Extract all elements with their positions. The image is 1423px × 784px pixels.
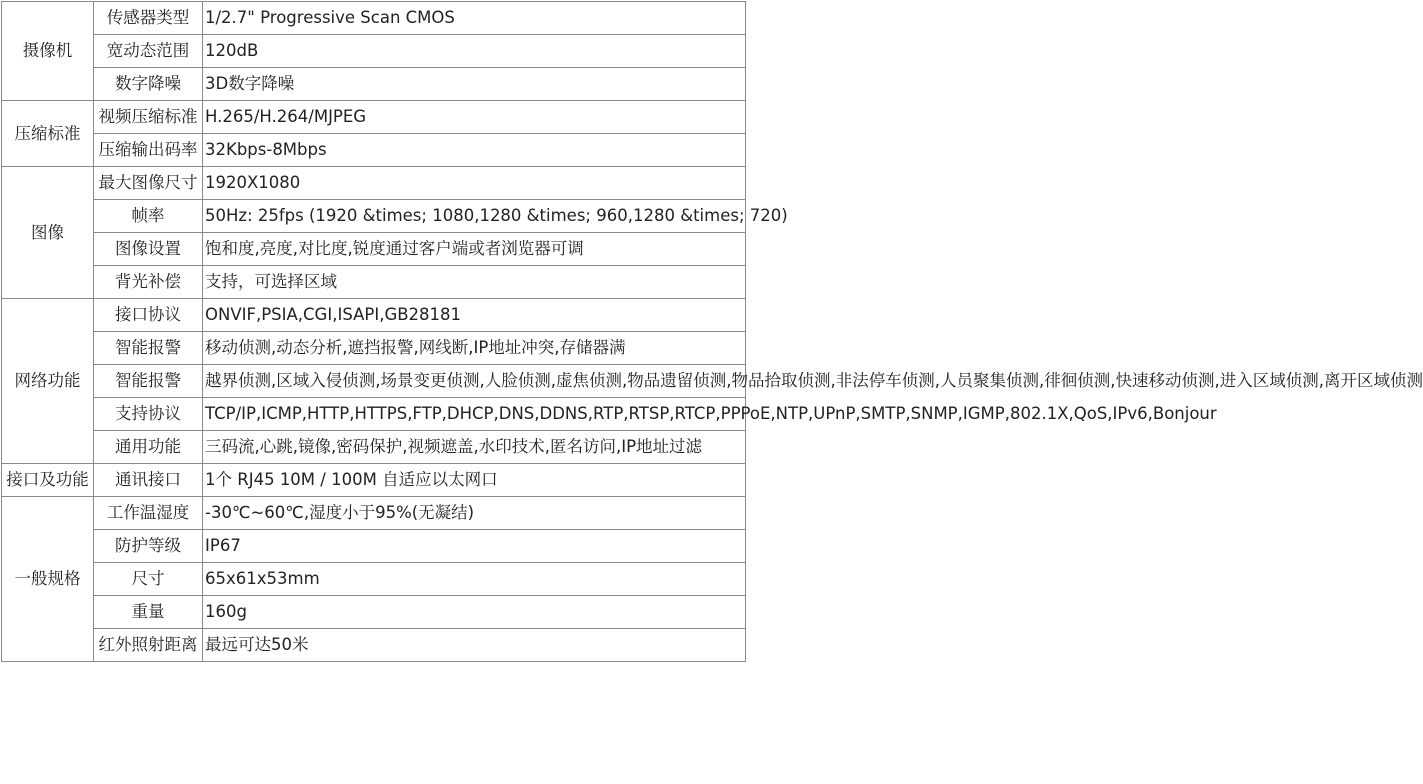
- spec-value: TCP/IP,ICMP,HTTP,HTTPS,FTP,DHCP,DNS,DDNS,RTP,RTSP,RTCP,PPPoE,NTP,UPnP,SMTP,SNMP,IGMP,802.1X,QoS,IPv6,Bonjour: [203, 398, 746, 431]
- spec-label: 支持协议: [94, 398, 203, 431]
- category-camera: 摄像机: [2, 2, 94, 101]
- spec-label: 帧率: [94, 200, 203, 233]
- spec-label: 重量: [94, 596, 203, 629]
- spec-value: 1/2.7" Progressive Scan CMOS: [203, 2, 746, 35]
- spec-value: 越界侦测,区域入侵侦测,场景变更侦测,人脸侦测,虚焦侦测,物品遗留侦测,物品拾取侦测,非法停车侦测,人员聚集侦测,徘徊侦测,快速移动侦测,进入区域侦测,离开区域侦测: [203, 365, 746, 398]
- spec-label: 背光补偿: [94, 266, 203, 299]
- table-row: [2, 530, 746, 563]
- table-row: [2, 233, 746, 266]
- spec-value: 32Kbps-8Mbps: [203, 134, 746, 167]
- table-row: [2, 497, 746, 530]
- table-row: [2, 68, 746, 101]
- spec-label: 通用功能: [94, 431, 203, 464]
- spec-value: 1个 RJ45 10M / 100M 自适应以太网口: [203, 464, 746, 497]
- spec-value: ONVIF,PSIA,CGI,ISAPI,GB28181: [203, 299, 746, 332]
- table-row: [2, 35, 746, 68]
- table-row: [2, 2, 746, 35]
- category-general: 一般规格: [2, 497, 94, 662]
- spec-label: 图像设置: [94, 233, 203, 266]
- spec-label: 视频压缩标准: [94, 101, 203, 134]
- table-row: [2, 332, 746, 365]
- spec-value: 最远可达50米: [203, 629, 746, 662]
- spec-label: 数字降噪: [94, 68, 203, 101]
- table-row: [2, 629, 746, 662]
- spec-label: 压缩输出码率: [94, 134, 203, 167]
- category-interface: 接口及功能: [2, 464, 94, 497]
- spec-table: [1, 1, 1423, 662]
- table-row: [2, 563, 746, 596]
- spec-value: 移动侦测,动态分析,遮挡报警,网线断,IP地址冲突,存储器满: [203, 332, 746, 365]
- table-row: [2, 134, 746, 167]
- spec-value: 三码流,心跳,镜像,密码保护,视频遮盖,水印技术,匿名访问,IP地址过滤: [203, 431, 746, 464]
- spec-label: 宽动态范围: [94, 35, 203, 68]
- spec-label: 传感器类型: [94, 2, 203, 35]
- spec-value: H.265/H.264/MJPEG: [203, 101, 746, 134]
- spec-label: 尺寸: [94, 563, 203, 596]
- category-network: 网络功能: [2, 299, 94, 464]
- table-row: [2, 398, 746, 431]
- spec-value: 1920X1080: [203, 167, 746, 200]
- spec-value: 50Hz: 25fps (1920 &times; 1080,1280 &times; 960,1280 &times; 720): [203, 200, 746, 233]
- spec-value: 65x61x53mm: [203, 563, 746, 596]
- category-image: 图像: [2, 167, 94, 299]
- spec-value: IP67: [203, 530, 746, 563]
- table-row: [2, 431, 746, 464]
- spec-label: 接口协议: [94, 299, 203, 332]
- spec-value: 160g: [203, 596, 746, 629]
- spec-label: 通讯接口: [94, 464, 203, 497]
- spec-value: 饱和度,亮度,对比度,锐度通过客户端或者浏览器可调: [203, 233, 746, 266]
- table-row: [2, 365, 746, 398]
- spec-label: 最大图像尺寸: [94, 167, 203, 200]
- table-row: [2, 299, 746, 332]
- table-row: [2, 266, 746, 299]
- spec-label: 智能报警: [94, 332, 203, 365]
- spec-value: 3D数字降噪: [203, 68, 746, 101]
- spec-value: 支持，可选择区域: [203, 266, 746, 299]
- category-compression: 压缩标准: [2, 101, 94, 167]
- spec-label: 工作温湿度: [94, 497, 203, 530]
- table-row: [2, 101, 746, 134]
- spec-label: 红外照射距离: [94, 629, 203, 662]
- spec-value: -30℃~60℃,湿度小于95%(无凝结): [203, 497, 746, 530]
- table-row: [2, 200, 746, 233]
- spec-label: 智能报警: [94, 365, 203, 398]
- table-row: [2, 464, 746, 497]
- table-row: [2, 596, 746, 629]
- spec-label: 防护等级: [94, 530, 203, 563]
- table-row: [2, 167, 746, 200]
- spec-value: 120dB: [203, 35, 746, 68]
